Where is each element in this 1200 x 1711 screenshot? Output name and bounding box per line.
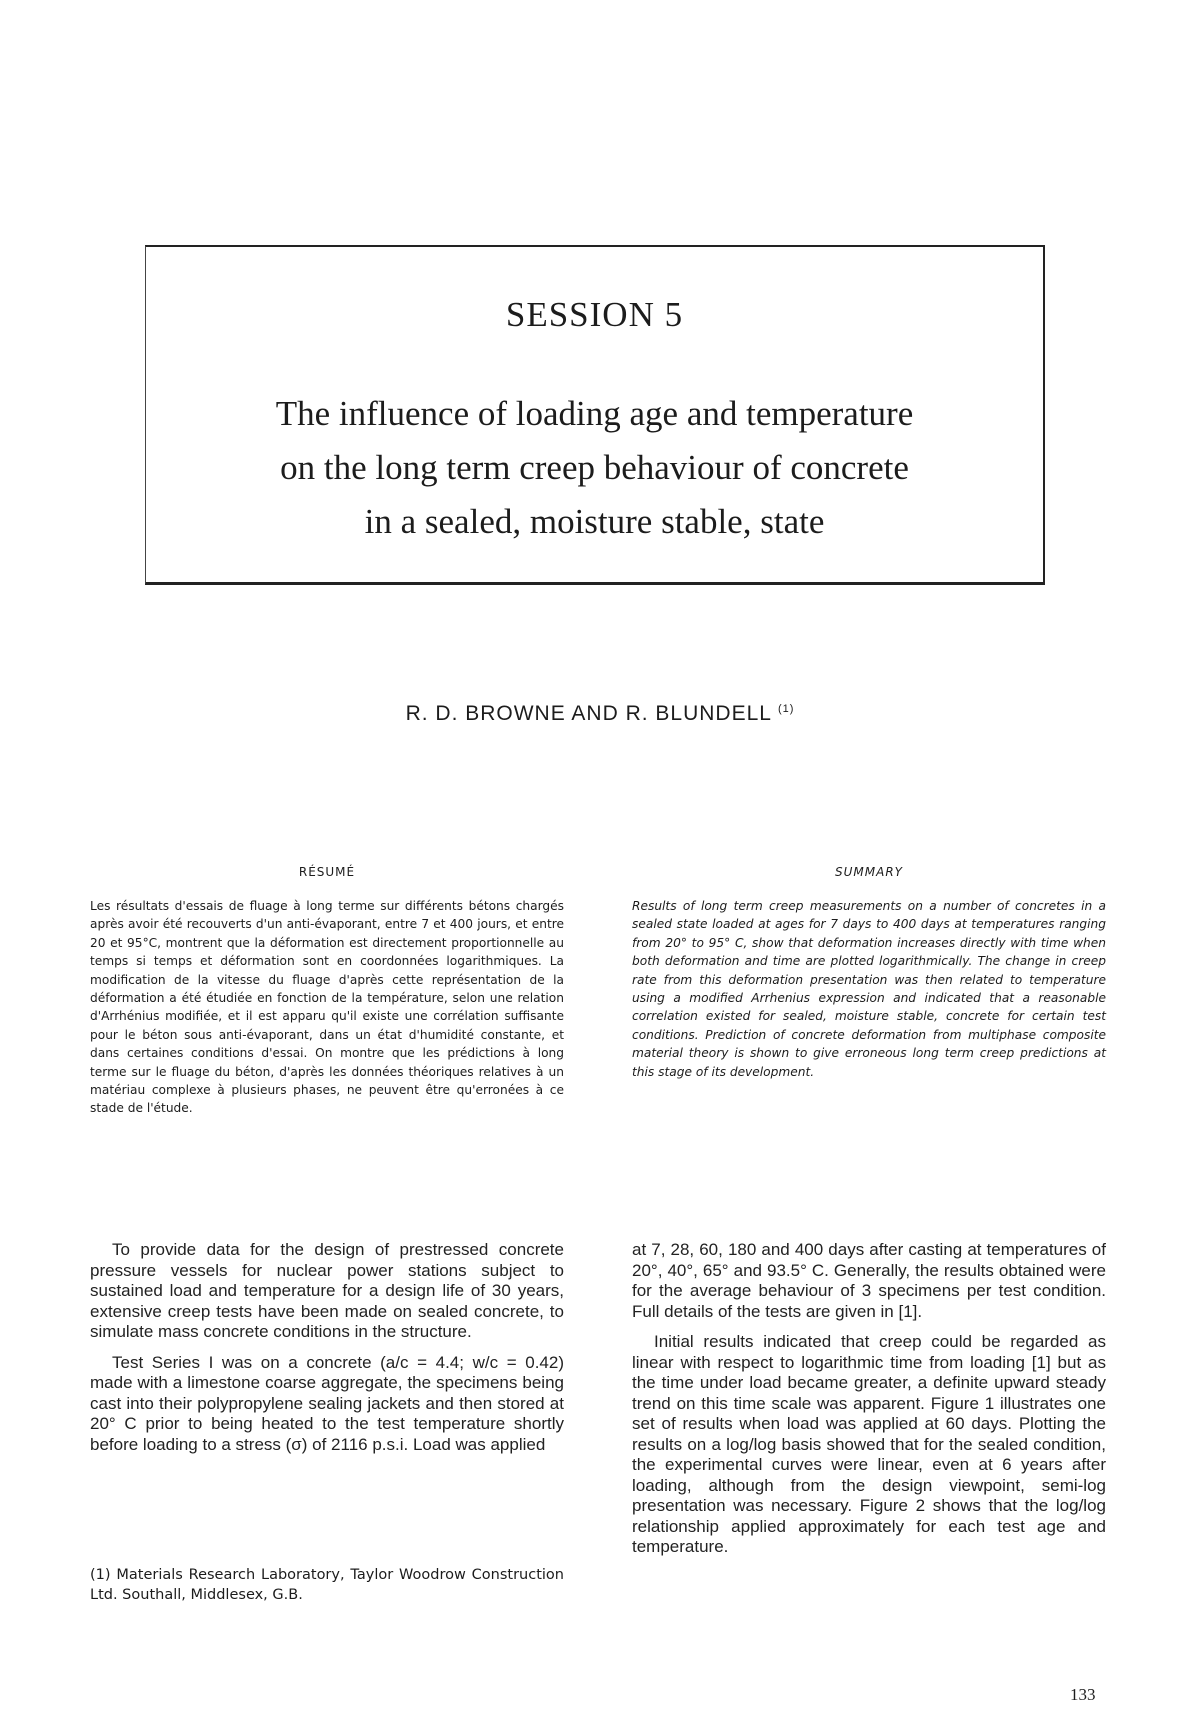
body-left-paragraph-2: Test Series I was on a concrete (a/c = 4.4; w/c = 0.42) made with a limestone coarse aggregate, the specimens being cast into their polypropylene sealing jackets and then stored at 20° C prior to being heated to the test temperature shortly before loading to a stress (σ) of 2116 p.s.i. Load was applied [90,1352,564,1454]
title-line-1: The influence of loading age and temperature [275,394,914,433]
body-left-paragraph-1: To provide data for the design of prestressed concrete pressure vessels for nuclear power stations subject to sustained load and temperature for a design life of 30 years, extensive creep tests have been made on sealed concrete, to simulate mass concrete conditions in the structure. [90,1240,564,1341]
author-footnote-mark: (1) [777,703,795,715]
author-names: R. D. BROWNE AND R. BLUNDELL [405,702,772,725]
page-number: 133 [1070,1685,1096,1704]
summary-text: Results of long term creep measurements on a number of concretes in a sealed state loaded at ages for 7 days to 400 days at temperatures ranging from 20° to 95° C, show that deformation increases directly with time when both deformation and time are plotted logarithmically. The change in creep rate from this deformation presentation was then related to temperature using a modified Arrhenius expression and indicated that a reasonable correlation existed for sealed, moisture stable, concrete for certain test conditions. Prediction of concrete deformation from multiphase composite material theory is shown to give erroneous long term creep predictions at this stage of its development. [632,899,1106,1079]
body-right-paragraph-2: Initial results indicated that creep could be regarded as linear with respect to logarithmic time from loading [1] but as the time under load became greater, a definite upward steady trend on this time scale was apparent. Figure 1 illustrates one set of results when load was applied at 60 days. Plotting the results on a log/log basis showed that for the sealed condition, the experimental curves were linear, even at 6 years after loading, although from the design viewpoint, semi-log presentation was necessary. Figure 2 shows that the log/log relationship applied approximately for each test age and temperature. [632,1332,1106,1556]
summary-heading: SUMMARY [835,865,903,879]
title-box [145,245,1045,585]
body-column-right [632,1240,1106,1568]
session-heading: SESSION 5 [505,295,684,334]
title-line-2: on the long term creep behaviour of concrete [280,448,909,487]
resume-heading: RÉSUMÉ [298,865,356,879]
title-line-3: in a sealed, moisture stable, state [364,502,825,541]
body-column-left [90,1240,564,1465]
footnote: (1) Materials Research Laboratory, Taylor Woodrow Construction Ltd. Southall, Middlesex, G.B. [90,1567,564,1603]
body-right-paragraph-1: at 7, 28, 60, 180 and 400 days after casting at temperatures of 20°, 40°, 65° and 93.5° C. Generally, the results obtained were for the average behaviour of 3 specimens per test condition. Full details of the tests are given in [1]. [632,1240,1106,1321]
paper-title [166,387,1023,549]
resume-text: Les résultats d'essais de fluage à long terme sur différents bétons chargés après avoir été recouverts d'un anti-évaporant, entre 7 et 400 jours, et entre 20 et 95°C, montrent que la déformation est directement proportionnelle au temps si temps et déformation sont en coordonnées logarithmiques. La modification de la vitesse du fluage d'après cette représentation de la déformation a été étudiée en fonction de la température, selon une relation d'Arrhénius modifiée, et il est apparu qu'il existe une corrélation suffisante pour le béton sous anti-évaporant, dans un état d'humidité constante, et dans certaines conditions d'essai. On montre que les prédictions à long terme sur le fluage du béton, d'après les données théoriques relatives à un matériau complexe à plusieurs phases, ne peuvent être qu'erronées à ce stade de l'étude. [90,899,564,1116]
authors [0,702,1200,726]
